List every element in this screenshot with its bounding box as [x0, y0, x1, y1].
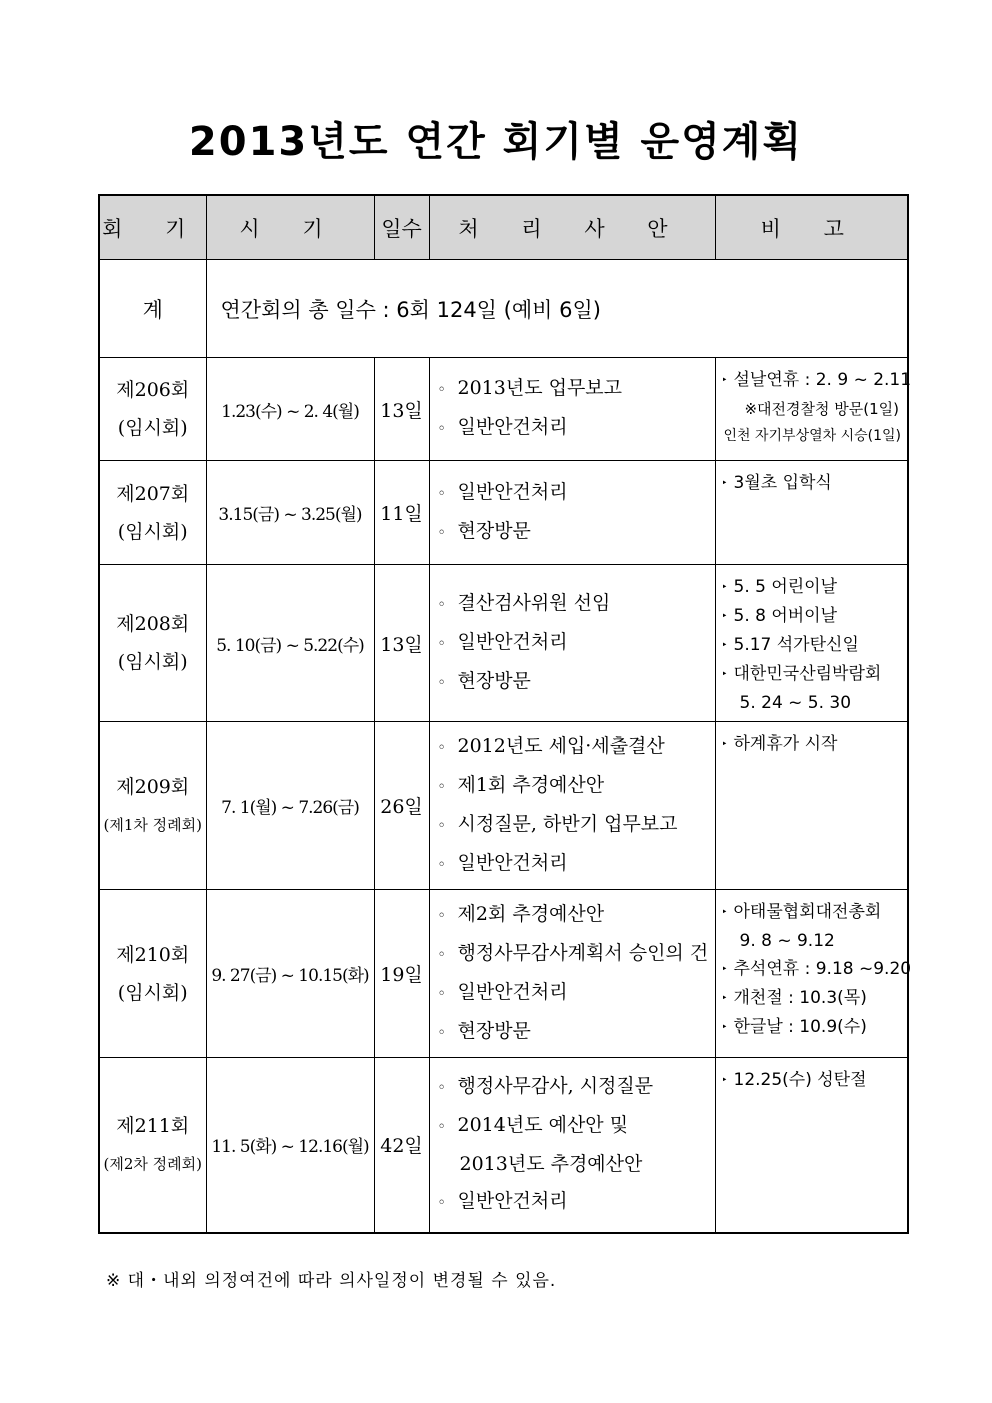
header-period: 시 기 [206, 195, 374, 260]
period-cell: 9. 27(금) ~ 10.15(화) [206, 890, 374, 1058]
agenda-item [438, 513, 715, 552]
agenda-text: 행정사무감사계획서 승인의 건 [457, 941, 709, 964]
items-cell [429, 461, 715, 565]
note-item [722, 602, 904, 631]
period-cell: 11. 5(화) ~ 12.16(월) [206, 1058, 374, 1233]
note-item [722, 984, 904, 1013]
note-item [722, 631, 904, 660]
agenda-text: 제2회 추경예산안 [457, 902, 605, 925]
session-type: (제1차 정례회) [103, 815, 202, 834]
agenda-item [438, 585, 715, 624]
notes-cell [715, 890, 912, 1058]
table-row [99, 890, 908, 1058]
table-row [99, 1058, 908, 1233]
agenda-item [438, 935, 715, 974]
bullet-icon: ◦ [437, 1118, 446, 1135]
session-cell [99, 722, 206, 890]
header-session: 회 기 [99, 195, 206, 260]
agenda-item [438, 806, 715, 845]
schedule-table [98, 194, 912, 1234]
agenda-item [438, 767, 715, 806]
period-cell: 1.23(수) ~ 2. 4(월) [206, 358, 374, 461]
triangle-bullet-icon: ‣ [721, 375, 728, 386]
bullet-icon: ◦ [437, 817, 446, 834]
table-row [99, 722, 908, 890]
triangle-bullet-icon: ‣ [721, 611, 728, 622]
agenda-item [438, 409, 715, 448]
agenda-text: 일반안건처리 [457, 480, 568, 503]
bullet-icon: ◦ [437, 382, 446, 398]
agenda-item [438, 1013, 715, 1052]
note-text: 3월초 입학식 [733, 473, 832, 493]
bullet-icon: ◦ [437, 485, 446, 502]
agenda-item [438, 1068, 715, 1107]
note-text: 하계휴가 시작 [733, 734, 838, 754]
note-extra: ※대전경찰청 방문(1일) [744, 400, 899, 418]
agenda-item [438, 624, 715, 663]
note-text: 5. 5 어린이날 [733, 577, 838, 597]
note-item [722, 573, 904, 602]
bullet-icon: ◦ [437, 524, 446, 541]
items-cell [429, 722, 715, 890]
header-days: 일수 [374, 195, 429, 260]
session-cell [99, 358, 206, 461]
days-cell: 13일 [374, 358, 429, 461]
notes-cell [715, 461, 908, 565]
notes-cell [715, 722, 908, 890]
agenda-text: 일반안건처리 [457, 851, 568, 874]
bullet-icon: ◦ [437, 421, 446, 437]
bullet-icon: ◦ [437, 1194, 446, 1211]
agenda-text: 제1회 추경예산안 [457, 773, 605, 796]
table-row [99, 461, 908, 565]
bullet-icon: ◦ [437, 778, 446, 795]
items-cell [429, 1058, 715, 1233]
items-cell [429, 565, 715, 722]
session-type: (제2차 정례회) [103, 1154, 202, 1173]
footnote: ※ 대・내외 의정여건에 따라 의사일정이 변경될 수 있음. [106, 1271, 557, 1291]
total-row [99, 260, 908, 358]
note-continued: 9. 8 ~ 9.12 [739, 931, 835, 951]
session-cell [99, 1058, 206, 1233]
items-cell [429, 358, 715, 461]
bullet-icon: ◦ [437, 946, 446, 963]
items-cell [429, 890, 715, 1058]
bullet-icon: ◦ [437, 985, 446, 1002]
triangle-bullet-icon: ‣ [721, 964, 728, 975]
agenda-item [438, 896, 715, 935]
note-item [722, 469, 904, 498]
days-cell: 42일 [374, 1058, 429, 1233]
triangle-bullet-icon: ‣ [721, 907, 728, 918]
session-cell [99, 461, 206, 565]
page-title: 2013년도 연간 회기별 운영계획 [188, 119, 804, 165]
session-number: 제207회 [116, 482, 190, 505]
agenda-item-continued: 2013년도 추경예산안 [459, 1152, 643, 1175]
triangle-bullet-icon: ‣ [721, 739, 728, 750]
note-text: 12.25(수) 성탄절 [733, 1070, 867, 1090]
days-cell: 19일 [374, 890, 429, 1058]
agenda-text: 2014년도 예산안 및 [457, 1113, 629, 1136]
session-number: 제206회 [116, 379, 190, 401]
note-text: 대한민국산림박람회 [733, 664, 882, 684]
agenda-text: 일반안건처리 [457, 980, 568, 1003]
session-number: 제210회 [116, 943, 190, 966]
period-cell: 5. 10(금) ~ 5.22(수) [206, 565, 374, 722]
note-item [722, 660, 904, 689]
session-number: 제209회 [116, 775, 190, 798]
note-text: 한글날 : 10.9(수) [733, 1017, 867, 1037]
agenda-item [438, 370, 715, 409]
total-label: 계 [99, 260, 206, 358]
session-type: (임시회) [117, 651, 188, 673]
note-continued: 5. 24 ~ 5. 30 [739, 693, 852, 713]
session-number: 제211회 [116, 1114, 190, 1137]
days-cell: 11일 [374, 461, 429, 565]
agenda-text: 일반안건처리 [457, 630, 568, 653]
triangle-bullet-icon: ‣ [721, 1075, 728, 1086]
session-cell [99, 890, 206, 1058]
triangle-bullet-icon: ‣ [721, 993, 728, 1004]
period-cell: 7. 1(월) ~ 7.26(금) [206, 722, 374, 890]
bullet-icon: ◦ [437, 635, 446, 652]
agenda-text: 일반안건처리 [457, 416, 568, 438]
note-text: 5. 8 어버이날 [733, 606, 838, 626]
days-cell: 13일 [374, 565, 429, 722]
notes-cell [715, 565, 908, 722]
agenda-text: 현장방문 [457, 1019, 531, 1042]
bullet-icon: ◦ [437, 674, 446, 691]
header-items: 처 리 사 안 [429, 195, 715, 260]
session-cell [99, 565, 206, 722]
note-item [722, 898, 904, 927]
header-notes: 비 고 [715, 195, 908, 260]
bullet-icon: ◦ [437, 596, 446, 613]
agenda-text: 2013년도 업무보고 [457, 377, 623, 399]
session-type: (임시회) [117, 520, 188, 543]
triangle-bullet-icon: ‣ [721, 1022, 728, 1033]
note-text: 설날연휴 : 2. 9 ~ 2.11 [733, 370, 912, 390]
agenda-text: 결산검사위원 선임 [457, 591, 611, 614]
agenda-item [438, 1183, 715, 1222]
note-text: 5.17 석가탄신일 [733, 635, 859, 655]
session-type: (임시회) [117, 417, 188, 439]
note-text: 추석연휴 : 9.18 ~9.20 [733, 959, 912, 979]
table-row [99, 358, 908, 461]
bullet-icon: ◦ [437, 739, 446, 756]
note-item [722, 1066, 904, 1095]
note-item [722, 730, 904, 759]
note-text: 아태물협회대전총회 [733, 902, 882, 922]
triangle-bullet-icon: ‣ [721, 669, 728, 680]
bullet-icon: ◦ [437, 1024, 446, 1041]
agenda-text: 2012년도 세입·세출결산 [457, 734, 665, 757]
header-row [99, 195, 908, 260]
session-number: 제208회 [116, 613, 190, 635]
agenda-item [438, 474, 715, 513]
notes-cell [715, 1058, 908, 1233]
agenda-item [438, 974, 715, 1013]
session-type: (임시회) [117, 981, 188, 1004]
note-text: 개천절 : 10.3(목) [733, 988, 867, 1008]
note-item [721, 366, 912, 395]
triangle-bullet-icon: ‣ [721, 478, 728, 489]
agenda-text: 현장방문 [457, 669, 531, 692]
table-row [99, 565, 908, 722]
triangle-bullet-icon: ‣ [721, 582, 728, 593]
bullet-icon: ◦ [437, 856, 446, 873]
agenda-text: 현장방문 [457, 519, 531, 542]
agenda-text: 시정질문, 하반기 업무보고 [457, 812, 678, 835]
agenda-text: 행정사무감사, 시정질문 [457, 1074, 654, 1097]
period-cell: 3.15(금) ~ 3.25(월) [206, 461, 374, 565]
days-cell: 26일 [374, 722, 429, 890]
note-extra: 인천 자기부상열차 시승(1일) [723, 428, 901, 444]
notes-cell [715, 358, 912, 461]
triangle-bullet-icon: ‣ [721, 640, 728, 651]
agenda-item [438, 663, 715, 702]
bullet-icon: ◦ [437, 1079, 446, 1096]
bullet-icon: ◦ [437, 907, 446, 924]
note-item [721, 955, 912, 984]
note-item [722, 1013, 904, 1042]
agenda-item [438, 845, 715, 884]
agenda-item [438, 728, 715, 767]
total-text: 연간회의 총 일수 : 6회 124일 (예비 6일) [206, 260, 908, 358]
agenda-item [438, 1107, 715, 1146]
agenda-text: 일반안건처리 [457, 1189, 568, 1212]
